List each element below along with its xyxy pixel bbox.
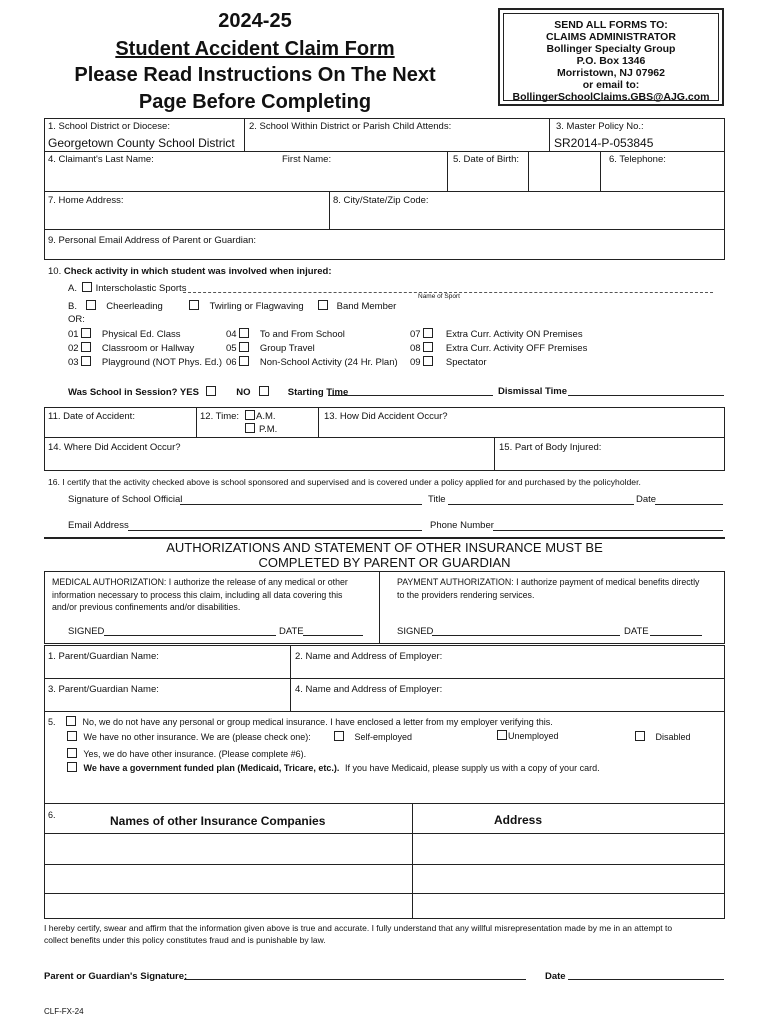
dismissal-time-line[interactable] (568, 395, 724, 396)
am-label: A.M. (256, 411, 276, 422)
activity-checkbox[interactable] (81, 356, 91, 366)
date-of-accident-label: 11. Date of Accident: (48, 411, 135, 422)
form-title: Student Accident Claim Form (115, 38, 395, 60)
official-email-line[interactable] (128, 530, 422, 531)
medical-signed-line[interactable] (104, 635, 276, 636)
a-label: A. (68, 283, 77, 294)
yes-other-insurance-option (67, 748, 306, 759)
yes-other-insurance-checkbox[interactable] (67, 748, 77, 758)
activity-checkbox[interactable] (423, 356, 433, 366)
am-option (245, 410, 276, 422)
send-line4: P.O. Box 1346 (576, 55, 646, 67)
activity-a (68, 282, 186, 294)
session-yes-checkbox[interactable] (206, 386, 216, 396)
cheerleading-label: Cheerleading (106, 301, 163, 312)
activity-checkbox[interactable] (81, 328, 91, 338)
school-official-signature-line[interactable] (180, 504, 422, 505)
employer-1-label: 2. Name and Address of Employer: (295, 651, 443, 662)
send-line2: CLAIMS ADMINISTRATOR (546, 31, 676, 43)
send-forms-box (498, 8, 724, 106)
no-label: NO (236, 387, 251, 398)
payment-authorization (397, 576, 699, 601)
no-insurance-option (48, 716, 553, 727)
payment-line2: to the providers rendering services. (397, 589, 535, 600)
activity-item: 04 To and From School (226, 329, 345, 340)
dob-label: 5. Date of Birth: (453, 154, 520, 165)
auth-heading-1: AUTHORIZATIONS AND STATEMENT OF OTHER INSURANCE MUST BE (166, 540, 603, 555)
no-insurance-label: No, we do not have any personal or group medical insurance. I have enclosed a letter from my employer verifying this. (82, 717, 553, 727)
activity-item: 05 Group Travel (226, 343, 315, 354)
policy-value[interactable]: SR2014-P-053845 (554, 136, 654, 150)
medical-date-line[interactable] (303, 635, 363, 636)
in-session-label: Was School in Session? YES (68, 387, 199, 398)
starting-time-label: Starting Time (287, 387, 349, 398)
activity-heading-text: Check activity in which student was involved when injured: (63, 266, 332, 277)
no-other-insurance-label: We have no other insurance. We are (please check one): (83, 732, 311, 742)
first-name-label: First Name: (282, 154, 332, 165)
or-label: OR: (68, 314, 85, 325)
activity-item: 09 Spectator (410, 357, 487, 368)
yes-other-insurance-label: Yes, we do have other insurance. (Please complete #6). (83, 749, 307, 759)
policy-label: 3. Master Policy No.: (556, 121, 644, 132)
send-email[interactable]: BollingerSchoolClaims.GBS@AJG.com (512, 91, 710, 103)
name-of-sport-caption: Name of Sport (418, 293, 460, 300)
activity-item: 07 Extra Curr. Activity ON Premises (410, 329, 583, 340)
instructions-line2: Page Before Completing (138, 91, 372, 113)
activity-checkbox[interactable] (239, 342, 249, 352)
payment-date-label: DATE (624, 626, 649, 637)
parent-signature-label: Parent or Guardian's Signature: (44, 971, 188, 982)
activity-b (68, 300, 163, 312)
time-label: 12. Time: (200, 411, 240, 422)
medical-line2: information necessary to process this claim, including all data covering this (52, 589, 343, 600)
twirling-label: Twirling or Flagwaving (209, 301, 304, 312)
session-no-checkbox[interactable] (259, 386, 269, 396)
medicaid-note: If you have Medicaid, please supply us with a copy of your card. (344, 763, 600, 773)
government-plan-label: We have a government funded plan (Medicaid, Tricare, etc.). (83, 763, 340, 773)
final-certify-line2: collect benefits under this policy constitutes fraud and is punishable by law. (44, 934, 326, 945)
city-state-zip-label: 8. City/State/Zip Code: (333, 195, 429, 206)
government-plan-option (67, 762, 600, 773)
a-text: Interscholastic Sports (95, 283, 187, 294)
activity-item: 06 Non-School Activity (24 Hr. Plan) (226, 357, 398, 368)
other-insurance-names-header: Names of other Insurance Companies (110, 814, 326, 828)
payment-date-line[interactable] (650, 635, 702, 636)
auth-heading-2: COMPLETED BY PARENT OR GUARDIAN (258, 555, 511, 570)
parent-name-1-label: 1. Parent/Guardian Name: (48, 651, 159, 662)
school-official-signature-label: Signature of School Official (68, 494, 183, 505)
school-label: 2. School Within District or Parish Child Attends: (249, 121, 452, 132)
body-part-label: 15. Part of Body Injured: (499, 442, 602, 453)
certify-statement: 16. I certify that the activity checked above is school sponsored and supervised and is covered under a policy applied for and purchased by the policyholder. (48, 477, 641, 487)
title-line[interactable] (448, 504, 634, 505)
twirling-checkbox[interactable] (189, 300, 199, 310)
pm-checkbox[interactable] (245, 423, 255, 433)
interscholastic-checkbox[interactable] (82, 282, 92, 292)
date-label: Date (636, 494, 657, 505)
band-option (318, 300, 396, 312)
where-occur-label: 14. Where Did Accident Occur? (48, 442, 181, 453)
band-checkbox[interactable] (318, 300, 328, 310)
no-other-insurance-option (67, 731, 311, 742)
final-date-label: Date (545, 971, 566, 982)
medical-line1: MEDICAL AUTHORIZATION: I authorize the release of any medical or other (52, 577, 348, 587)
payment-signed-line[interactable] (432, 635, 620, 636)
band-label: Band Member (336, 301, 397, 312)
activity-item: 01 Physical Ed. Class (68, 329, 181, 340)
parent-name-2-label: 3. Parent/Guardian Name: (48, 684, 159, 695)
parent-signature-line[interactable] (184, 979, 526, 980)
disabled-checkbox[interactable] (635, 731, 645, 741)
telephone-label: 6. Telephone: (609, 154, 666, 165)
twirling-option (189, 300, 304, 312)
activity-checkbox[interactable] (81, 342, 91, 352)
activity-num: 10. (48, 266, 62, 277)
activity-item: 08 Extra Curr. Activity OFF Premises (410, 343, 588, 354)
pm-option (245, 423, 277, 435)
official-email-label: Email Address (68, 520, 129, 531)
school-in-session (68, 386, 348, 398)
dismissal-time-label: Dismissal Time (498, 386, 568, 397)
activity-checkbox[interactable] (239, 328, 249, 338)
self-employed-checkbox[interactable] (334, 731, 344, 741)
starting-time-line[interactable] (328, 395, 493, 396)
title-label: Title (428, 494, 446, 505)
date-line[interactable] (655, 504, 723, 505)
district-label: 1. School District or Diocese: (48, 121, 170, 132)
send-line6: or email to: (582, 79, 640, 91)
self-employed-option (334, 731, 412, 742)
activity-item: 03 Playground (NOT Phys. Ed.) (68, 357, 223, 368)
activity-checkbox[interactable] (423, 328, 433, 338)
instructions-line1: Please Read Instructions On The Next (74, 64, 436, 86)
disabled-label: Disabled (655, 732, 691, 742)
send-line1: SEND ALL FORMS TO: (554, 19, 668, 31)
payment-signed-label: SIGNED (397, 626, 434, 637)
medical-authorization (52, 576, 348, 614)
activity-checkbox[interactable] (423, 342, 433, 352)
activity-item: 02 Classroom or Hallway (68, 343, 195, 354)
how-occur-label: 13. How Did Accident Occur? (324, 411, 448, 422)
district-value[interactable]: Georgetown County School District (48, 136, 235, 150)
unemployed-label: Unemployed (508, 731, 559, 741)
insurance-num: 5. (48, 717, 56, 727)
other-insurance-address-header: Address (494, 813, 543, 827)
final-certification (44, 923, 672, 946)
pm-label: P.M. (259, 424, 278, 435)
b-label: B. (68, 301, 77, 312)
unemployed-checkbox[interactable] (497, 730, 507, 740)
phone-line[interactable] (493, 530, 723, 531)
final-date-line[interactable] (568, 979, 724, 980)
cheerleading-checkbox[interactable] (86, 300, 96, 310)
medical-line3: and/or previous confinements and/or disabilities. (52, 602, 241, 612)
unemployed-option (497, 730, 559, 741)
phone-label: Phone Number (430, 520, 494, 531)
no-other-insurance-checkbox[interactable] (67, 731, 77, 741)
medical-date-label: DATE (279, 626, 304, 637)
disabled-option (635, 731, 691, 742)
final-certify-line1: I hereby certify, swear and affirm that the information given above is true and accurate. I fully understand that any willful misrepresentation made by me in an attempt to (44, 923, 673, 933)
send-line3: Bollinger Specialty Group (546, 43, 676, 55)
payment-line1: PAYMENT AUTHORIZATION: I authorize payment of medical benefits directly (397, 577, 700, 587)
am-checkbox[interactable] (245, 410, 255, 420)
other-insurance-num: 6. (48, 810, 56, 820)
send-line5: Morristown, NJ 07962 (557, 67, 665, 79)
last-name-label: 4. Claimant's Last Name: (48, 154, 154, 165)
activity-checkbox[interactable] (239, 356, 249, 366)
home-address-label: 7. Home Address: (48, 195, 124, 206)
form-code: CLF-FX-24 (44, 1007, 84, 1016)
medical-signed-label: SIGNED (68, 626, 105, 637)
employer-2-label: 4. Name and Address of Employer: (295, 684, 443, 695)
government-plan-checkbox[interactable] (67, 762, 77, 772)
email-label: 9. Personal Email Address of Parent or Guardian: (48, 235, 257, 246)
activity-heading (48, 266, 332, 277)
form-year: 2024-25 (218, 10, 292, 32)
no-insurance-checkbox[interactable] (66, 716, 76, 726)
self-employed-label: Self-employed (354, 732, 413, 742)
